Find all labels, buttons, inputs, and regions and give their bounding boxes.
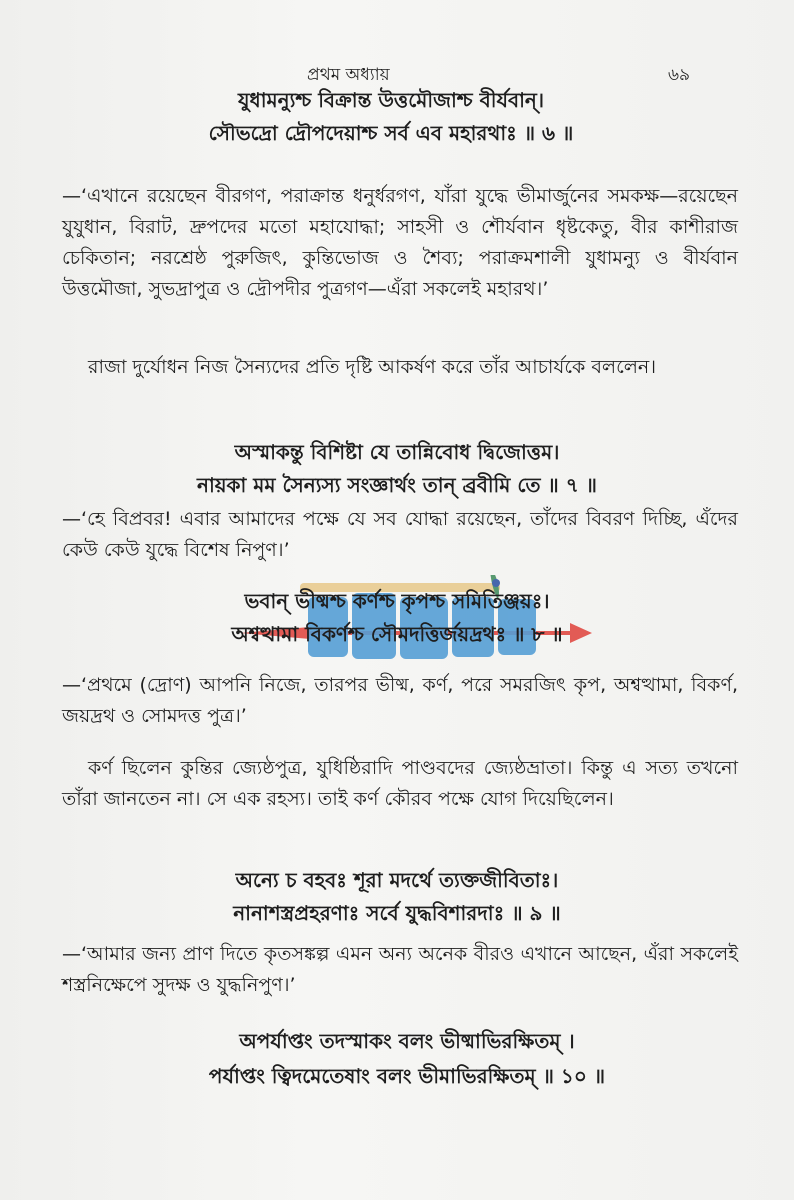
page-number: ৬৯ bbox=[668, 65, 691, 85]
verse-6 bbox=[0, 84, 788, 150]
chapter-title: প্রথম অধ্যায় bbox=[307, 65, 390, 85]
paragraph-commentary-8: কর্ণ ছিলেন কুন্তির জ্যেষ্ঠপুত্র, যুধিষ্ঠিরাদি পাণ্ডবদের জ্যেষ্ঠভ্রাতা। কিন্তু এ সত্য তখনো তাঁরা জানতেন না। সে এক রহস্য। তাই কর্ণ কৌরব পক্ষে যোগ দিয়েছিলেন। bbox=[62, 757, 738, 810]
translation-9: —‘আমার জন্য প্রাণ দিতে কৃতসঙ্কল্প এমন অন্য অনেক বীরও এখানে আছেন, এঁরা সকলেই শস্ত্রনিক্ষেপে সুদক্ষ ও যুদ্ধনিপুণ।’ bbox=[62, 943, 738, 996]
verse-line: সৌভদ্রো দ্রৌপদেয়াশ্চ সর্ব এব মহারথাঃ ॥ ৬ ॥ bbox=[208, 121, 574, 145]
translation-7: —‘হে বিপ্রবর! এবার আমাদের পক্ষে যে সব যোদ্ধা রয়েছেন, তাঁদের বিবরণ দিচ্ছি, এঁদের কেউ কেউ যুদ্ধে বিশেষ নিপুণ।’ bbox=[62, 508, 738, 561]
verse-8 bbox=[0, 585, 794, 651]
verse-line: যুধামন্যুশ্চ বিক্রান্ত উত্তমৌজাশ্চ বীর্যবান্। bbox=[238, 88, 544, 112]
verse-line: নানাশস্ত্রপ্রহরণাঃ সর্বে যুদ্ধবিশারদাঃ ॥ ৯ ॥ bbox=[233, 901, 561, 925]
verse-line: পর্যাপ্তং ত্বিদমেতেষাং বলং ভীমাভিরক্ষিতম্ ॥ ১০ ॥ bbox=[208, 1064, 606, 1088]
verse-line: অস্মাকন্তু বিশিষ্টা যে তান্নিবোধ দ্বিজোত্তম। bbox=[234, 440, 560, 464]
verse-line: অন্যে চ বহবঃ শূরা মদর্থে ত্যক্তজীবিতাঃ। bbox=[235, 868, 559, 892]
verse-10 bbox=[10, 1024, 794, 1094]
verse-7 bbox=[0, 436, 794, 502]
translation-8: —‘প্রথমে (দ্রোণ) আপনি নিজে, তারপর ভীষ্ম, কর্ণ, পরে সমরজিৎ কৃপ, অশ্বত্থামা, বিকর্ণ, জয়দ্রথ ও সোমদত্ত পুত্র।’ bbox=[62, 674, 738, 727]
verse-9 bbox=[0, 864, 794, 930]
verse-line: অপর্যাপ্তং তদস্মাকং বলং ভীষ্মাভিরক্ষিতম্ । bbox=[239, 1029, 575, 1053]
translation-6: —‘এখানে রয়েছেন বীরগণ, পরাক্রান্ত ধনুর্ধরগণ, যাঁরা যুদ্ধে ভীমার্জুনের সমকক্ষ—রয়েছেন যুযুধান, বিরাট, দ্রুপদের মতো মহাযোদ্ধা; সাহসী ও শৌর্যবান ধৃষ্টকেতু, বীর কাশীরাজ চেকিতান; নরশ্রেষ্ঠ পুরুজিৎ, কুন্তিভোজ ও শৈব্য; পরাক্রমশালী যুধামন্যু ও বীর্যবান উত্তমৌজা, সুভদ্রাপুত্র ও দ্রৌপদীর পুত্রগণ—এঁরা সকলেই মহারথ।’ bbox=[62, 185, 738, 300]
verse-line: অশ্বত্থামা বিকর্ণশ্চ সৌমদত্তির্জয়দ্রথঃ ॥ ৮ ॥ bbox=[231, 622, 563, 646]
paragraph-commentary-6: রাজা দুর্যোধন নিজ সৈন্যদের প্রতি দৃষ্টি আকর্ষণ করে তাঁর আচার্যকে বললেন। bbox=[88, 356, 657, 378]
verse-line: ভবান্ ভীষ্মশ্চ কর্ণশ্চ কৃপশ্চ সমিতিঞ্জয়ঃ। bbox=[244, 589, 550, 613]
verse-line: নায়কা মম সৈন্যস্য সংজ্ঞার্থং তান্ ব্রবীমি তে ॥ ৭ ॥ bbox=[197, 473, 597, 497]
